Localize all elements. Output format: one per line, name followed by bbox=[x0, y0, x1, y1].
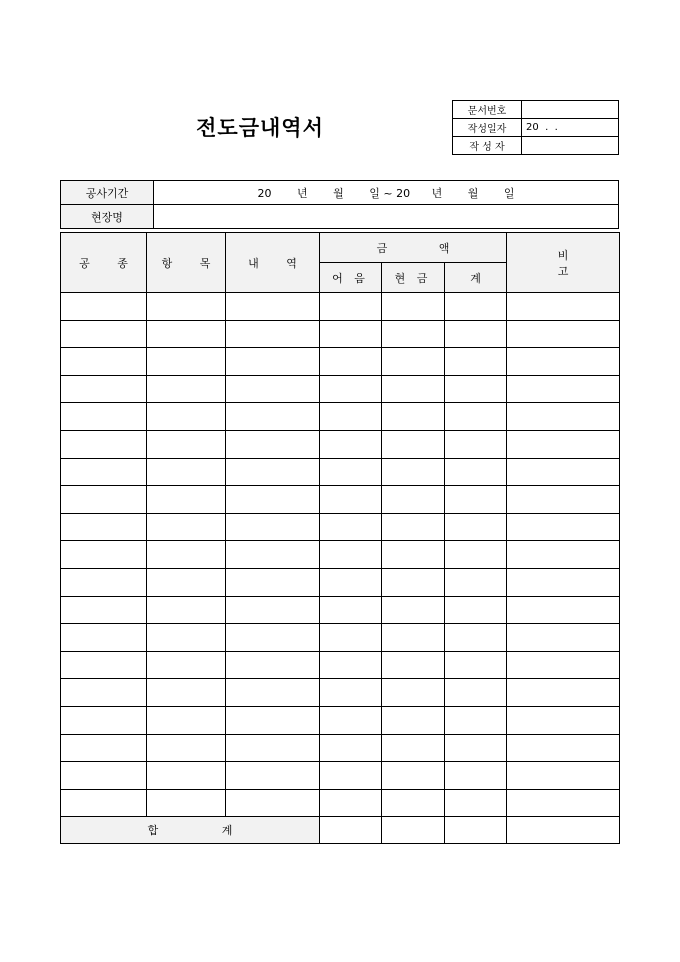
trade-cell[interactable] bbox=[61, 293, 147, 321]
item-cell[interactable] bbox=[147, 541, 226, 569]
item-cell[interactable] bbox=[147, 513, 226, 541]
sum-cell[interactable] bbox=[445, 293, 507, 321]
item-cell[interactable] bbox=[147, 458, 226, 486]
sum-cell[interactable] bbox=[445, 624, 507, 652]
note-cell[interactable] bbox=[507, 486, 620, 514]
sum-cell[interactable] bbox=[445, 651, 507, 679]
note-cell[interactable] bbox=[507, 734, 620, 762]
cash-cell[interactable] bbox=[382, 320, 445, 348]
note-cell[interactable] bbox=[507, 430, 620, 458]
col-header-cash: 현 금 bbox=[382, 263, 445, 293]
note-cell[interactable] bbox=[507, 293, 620, 321]
detail-cell[interactable] bbox=[226, 486, 320, 514]
bill-cell[interactable] bbox=[320, 596, 382, 624]
note-cell[interactable] bbox=[507, 541, 620, 569]
doc-number-label: 문서번호 bbox=[453, 101, 522, 119]
note-cell[interactable] bbox=[507, 320, 620, 348]
sum-cell[interactable] bbox=[445, 348, 507, 376]
table-row bbox=[61, 789, 620, 817]
trade-cell[interactable] bbox=[61, 596, 147, 624]
bill-cell[interactable] bbox=[320, 734, 382, 762]
item-cell[interactable] bbox=[147, 789, 226, 817]
trade-cell[interactable] bbox=[61, 458, 147, 486]
total-label: 합 계 bbox=[61, 817, 320, 844]
period-month-unit-end: 월 bbox=[467, 186, 479, 200]
bill-cell[interactable] bbox=[320, 375, 382, 403]
detail-cell[interactable] bbox=[226, 624, 320, 652]
document-info-box bbox=[452, 100, 619, 155]
col-header-amount: 금 액 bbox=[320, 233, 507, 263]
site-field[interactable] bbox=[154, 205, 619, 229]
bill-cell[interactable] bbox=[320, 403, 382, 431]
cash-cell[interactable] bbox=[382, 403, 445, 431]
cash-cell[interactable] bbox=[382, 375, 445, 403]
detail-cell[interactable] bbox=[226, 541, 320, 569]
sum-cell[interactable] bbox=[445, 375, 507, 403]
cash-cell[interactable] bbox=[382, 679, 445, 707]
cash-cell[interactable] bbox=[382, 706, 445, 734]
sum-cell[interactable] bbox=[445, 762, 507, 790]
table-row bbox=[61, 375, 620, 403]
note-cell[interactable] bbox=[507, 624, 620, 652]
item-cell[interactable] bbox=[147, 403, 226, 431]
trade-cell[interactable] bbox=[61, 541, 147, 569]
bill-cell[interactable] bbox=[320, 679, 382, 707]
note-cell[interactable] bbox=[507, 513, 620, 541]
project-header-table bbox=[60, 180, 619, 229]
bill-cell[interactable] bbox=[320, 293, 382, 321]
trade-cell[interactable] bbox=[61, 430, 147, 458]
note-cell[interactable] bbox=[507, 789, 620, 817]
total-bill-cell[interactable] bbox=[320, 817, 382, 844]
item-cell[interactable] bbox=[147, 679, 226, 707]
cash-cell[interactable] bbox=[382, 430, 445, 458]
table-row bbox=[61, 403, 620, 431]
item-cell[interactable] bbox=[147, 624, 226, 652]
detail-cell[interactable] bbox=[226, 679, 320, 707]
detail-cell[interactable] bbox=[226, 596, 320, 624]
note-cell[interactable] bbox=[507, 458, 620, 486]
sum-cell[interactable] bbox=[445, 706, 507, 734]
bill-cell[interactable] bbox=[320, 513, 382, 541]
table-row bbox=[61, 430, 620, 458]
site-label: 현장명 bbox=[61, 205, 154, 229]
bill-cell[interactable] bbox=[320, 541, 382, 569]
sum-cell[interactable] bbox=[445, 789, 507, 817]
total-note-cell[interactable] bbox=[507, 817, 620, 844]
trade-cell[interactable] bbox=[61, 320, 147, 348]
cash-cell[interactable] bbox=[382, 734, 445, 762]
note-cell[interactable] bbox=[507, 596, 620, 624]
item-cell[interactable] bbox=[147, 293, 226, 321]
date-label: 작성일자 bbox=[453, 119, 522, 137]
table-row bbox=[61, 624, 620, 652]
bill-cell[interactable] bbox=[320, 568, 382, 596]
trade-cell[interactable] bbox=[61, 375, 147, 403]
col-header-note: 비 고 bbox=[507, 233, 620, 293]
cash-cell[interactable] bbox=[382, 789, 445, 817]
period-year-unit-end: 년 bbox=[431, 186, 443, 200]
note-cell[interactable] bbox=[507, 375, 620, 403]
item-cell[interactable] bbox=[147, 596, 226, 624]
table-row bbox=[61, 596, 620, 624]
cash-cell[interactable] bbox=[382, 486, 445, 514]
sum-cell[interactable] bbox=[445, 541, 507, 569]
item-cell[interactable] bbox=[147, 734, 226, 762]
detail-cell[interactable] bbox=[226, 513, 320, 541]
detail-cell[interactable] bbox=[226, 789, 320, 817]
bill-cell[interactable] bbox=[320, 320, 382, 348]
trade-cell[interactable] bbox=[61, 403, 147, 431]
sum-cell[interactable] bbox=[445, 679, 507, 707]
note-cell[interactable] bbox=[507, 403, 620, 431]
trade-cell[interactable] bbox=[61, 486, 147, 514]
advance-details-table bbox=[60, 232, 620, 844]
detail-cell[interactable] bbox=[226, 734, 320, 762]
item-cell[interactable] bbox=[147, 706, 226, 734]
table-row bbox=[61, 293, 620, 321]
sum-cell[interactable] bbox=[445, 513, 507, 541]
table-row bbox=[61, 651, 620, 679]
period-day-unit-end: 일 bbox=[503, 186, 515, 200]
note-cell[interactable] bbox=[507, 568, 620, 596]
table-row bbox=[61, 320, 620, 348]
item-cell[interactable] bbox=[147, 568, 226, 596]
bill-cell[interactable] bbox=[320, 789, 382, 817]
table-row bbox=[61, 679, 620, 707]
bill-cell[interactable] bbox=[320, 624, 382, 652]
bill-cell[interactable] bbox=[320, 486, 382, 514]
trade-cell[interactable] bbox=[61, 624, 147, 652]
item-cell[interactable] bbox=[147, 348, 226, 376]
detail-cell[interactable] bbox=[226, 568, 320, 596]
sum-cell[interactable] bbox=[445, 734, 507, 762]
detail-cell[interactable] bbox=[226, 762, 320, 790]
trade-cell[interactable] bbox=[61, 651, 147, 679]
trade-cell[interactable] bbox=[61, 706, 147, 734]
period-separator: 일 ~ 20 bbox=[369, 186, 411, 200]
note-cell[interactable] bbox=[507, 679, 620, 707]
col-header-trade: 공 종 bbox=[61, 233, 147, 293]
cash-cell[interactable] bbox=[382, 541, 445, 569]
col-header-sum: 계 bbox=[445, 263, 507, 293]
detail-cell[interactable] bbox=[226, 430, 320, 458]
author-label: 작 성 자 bbox=[453, 137, 522, 155]
detail-cell[interactable] bbox=[226, 375, 320, 403]
total-sum-cell[interactable] bbox=[445, 817, 507, 844]
cash-cell[interactable] bbox=[382, 651, 445, 679]
cash-cell[interactable] bbox=[382, 513, 445, 541]
trade-cell[interactable] bbox=[61, 734, 147, 762]
col-header-bill: 어 음 bbox=[320, 263, 382, 293]
period-label: 공사기간 bbox=[61, 181, 154, 205]
period-month-unit: 월 bbox=[333, 186, 344, 200]
table-row bbox=[61, 568, 620, 596]
trade-cell[interactable] bbox=[61, 568, 147, 596]
note-cell[interactable] bbox=[507, 348, 620, 376]
table-row bbox=[61, 734, 620, 762]
bill-cell[interactable] bbox=[320, 762, 382, 790]
trade-cell[interactable] bbox=[61, 348, 147, 376]
cash-cell[interactable] bbox=[382, 293, 445, 321]
item-cell[interactable] bbox=[147, 651, 226, 679]
period-year-start: 20 bbox=[257, 186, 272, 200]
bill-cell[interactable] bbox=[320, 458, 382, 486]
bill-cell[interactable] bbox=[320, 430, 382, 458]
item-cell[interactable] bbox=[147, 375, 226, 403]
detail-cell[interactable] bbox=[226, 651, 320, 679]
trade-cell[interactable] bbox=[61, 789, 147, 817]
period-field[interactable] bbox=[154, 181, 619, 205]
detail-cell[interactable] bbox=[226, 293, 320, 321]
cash-cell[interactable] bbox=[382, 568, 445, 596]
detail-cell[interactable] bbox=[226, 458, 320, 486]
table-row bbox=[61, 706, 620, 734]
trade-cell[interactable] bbox=[61, 513, 147, 541]
doc-number-field[interactable] bbox=[522, 101, 619, 119]
sum-cell[interactable] bbox=[445, 458, 507, 486]
bill-cell[interactable] bbox=[320, 651, 382, 679]
note-cell[interactable] bbox=[507, 706, 620, 734]
bill-cell[interactable] bbox=[320, 706, 382, 734]
document-title: 전도금내역서 bbox=[196, 116, 324, 140]
detail-cell[interactable] bbox=[226, 320, 320, 348]
bill-cell[interactable] bbox=[320, 348, 382, 376]
trade-cell[interactable] bbox=[61, 679, 147, 707]
table-row bbox=[61, 348, 620, 376]
note-cell[interactable] bbox=[507, 762, 620, 790]
period-year-unit: 년 bbox=[296, 186, 308, 200]
col-header-item: 항 목 bbox=[147, 233, 226, 293]
item-cell[interactable] bbox=[147, 486, 226, 514]
cash-cell[interactable] bbox=[382, 624, 445, 652]
author-field[interactable] bbox=[522, 137, 619, 155]
total-cash-cell[interactable] bbox=[382, 817, 445, 844]
sum-cell[interactable] bbox=[445, 430, 507, 458]
cash-cell[interactable] bbox=[382, 348, 445, 376]
sum-cell[interactable] bbox=[445, 568, 507, 596]
detail-cell[interactable] bbox=[226, 348, 320, 376]
trade-cell[interactable] bbox=[61, 762, 147, 790]
col-header-detail: 내 역 bbox=[226, 233, 320, 293]
item-cell[interactable] bbox=[147, 762, 226, 790]
note-cell[interactable] bbox=[507, 651, 620, 679]
cash-cell[interactable] bbox=[382, 762, 445, 790]
table-row bbox=[61, 486, 620, 514]
cash-cell[interactable] bbox=[382, 458, 445, 486]
sum-cell[interactable] bbox=[445, 486, 507, 514]
item-cell[interactable] bbox=[147, 430, 226, 458]
item-cell[interactable] bbox=[147, 320, 226, 348]
sum-cell[interactable] bbox=[445, 596, 507, 624]
table-row bbox=[61, 513, 620, 541]
table-row bbox=[61, 762, 620, 790]
table-row bbox=[61, 541, 620, 569]
sum-cell[interactable] bbox=[445, 320, 507, 348]
date-field[interactable]: 20 . . bbox=[522, 119, 619, 137]
detail-cell[interactable] bbox=[226, 403, 320, 431]
detail-cell[interactable] bbox=[226, 706, 320, 734]
cash-cell[interactable] bbox=[382, 596, 445, 624]
sum-cell[interactable] bbox=[445, 403, 507, 431]
table-row bbox=[61, 458, 620, 486]
